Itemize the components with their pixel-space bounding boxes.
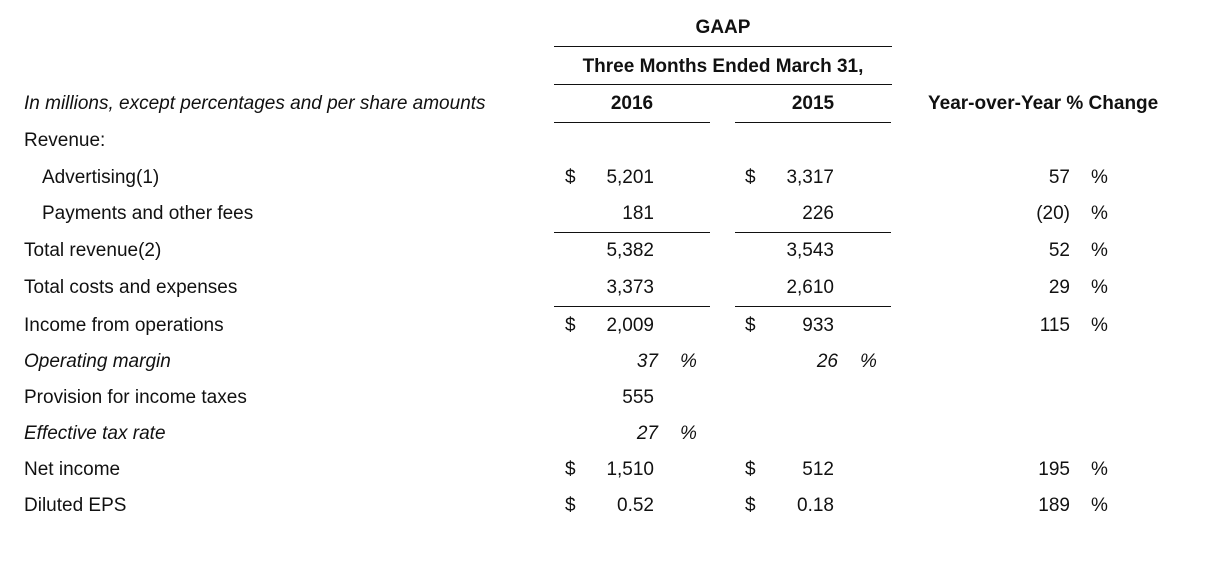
yoy-percent-sign: % bbox=[1091, 277, 1108, 298]
row-label-income-from-operations: Income from operations bbox=[24, 315, 224, 336]
row-label-diluted-eps: Diluted EPS bbox=[24, 495, 127, 516]
row-label-payments: Payments and other fees bbox=[42, 203, 254, 224]
currency-symbol: $ bbox=[745, 459, 756, 480]
yoy-change: 29 bbox=[1048, 277, 1070, 298]
value-2016: 5,382 bbox=[606, 240, 654, 261]
row-label-provision-taxes: Provision for income taxes bbox=[24, 387, 247, 408]
gaap-heading: GAAP bbox=[695, 17, 751, 38]
yoy-percent-sign: % bbox=[1091, 240, 1108, 261]
yoy-change: 115 bbox=[1039, 315, 1070, 336]
subtotal-rule-2016 bbox=[554, 306, 710, 307]
value-2015: 226 bbox=[802, 203, 834, 224]
subtotal-rule-2015 bbox=[735, 306, 891, 307]
period-heading: Three Months Ended March 31, bbox=[582, 56, 864, 77]
value-2016: 1,510 bbox=[606, 459, 654, 480]
yoy-percent-sign: % bbox=[1091, 459, 1108, 480]
yoy-percent-sign: % bbox=[1091, 315, 1108, 336]
yoy-percent-sign: % bbox=[1091, 495, 1108, 516]
row-label-total-costs: Total costs and expenses bbox=[24, 277, 238, 298]
yoy-percent-sign: % bbox=[1091, 203, 1108, 224]
value-2015: 933 bbox=[802, 315, 834, 336]
period-rule bbox=[554, 84, 892, 85]
value-2016: 37 bbox=[636, 351, 658, 372]
row-label-operating-margin: Operating margin bbox=[24, 351, 171, 372]
yoy-percent-sign: % bbox=[1091, 167, 1108, 188]
yoy-change: 57 bbox=[1048, 167, 1070, 188]
column-2015-rule bbox=[735, 122, 891, 123]
value-2016: 5,201 bbox=[606, 167, 654, 188]
value-2016: 555 bbox=[622, 387, 654, 408]
currency-symbol: $ bbox=[565, 167, 576, 188]
row-label-total-revenue: Total revenue(2) bbox=[24, 240, 162, 261]
row-label-revenue: Revenue: bbox=[24, 130, 106, 151]
value-2015: 2,610 bbox=[786, 277, 834, 298]
subtotal-rule-2015 bbox=[735, 232, 891, 233]
currency-symbol: $ bbox=[565, 315, 576, 336]
currency-symbol: $ bbox=[745, 495, 756, 516]
yoy-change: (20) bbox=[1036, 203, 1070, 224]
column-header-2016: 2016 bbox=[610, 93, 654, 114]
currency-symbol: $ bbox=[745, 315, 756, 336]
currency-symbol: $ bbox=[565, 459, 576, 480]
percent-sign-2016: % bbox=[680, 351, 697, 372]
value-2015: 512 bbox=[802, 459, 834, 480]
value-2016: 27 bbox=[636, 423, 658, 444]
column-header-change: Year-over-Year % Change bbox=[928, 93, 1159, 114]
currency-symbol: $ bbox=[565, 495, 576, 516]
row-label-effective-tax-rate: Effective tax rate bbox=[24, 423, 166, 444]
column-header-2015: 2015 bbox=[791, 93, 835, 114]
yoy-change: 195 bbox=[1038, 459, 1070, 480]
value-2015: 26 bbox=[816, 351, 838, 372]
yoy-change: 52 bbox=[1048, 240, 1070, 261]
value-2015: 3,317 bbox=[786, 167, 834, 188]
subtotal-rule-2016 bbox=[554, 232, 710, 233]
yoy-change: 189 bbox=[1038, 495, 1070, 516]
row-label-net-income: Net income bbox=[24, 459, 121, 480]
value-2016: 181 bbox=[622, 203, 654, 224]
units-note: In millions, except percentages and per share amounts bbox=[24, 93, 486, 114]
currency-symbol: $ bbox=[745, 167, 756, 188]
value-2016: 2,009 bbox=[606, 315, 654, 336]
gaap-rule bbox=[554, 46, 892, 47]
value-2015: 0.18 bbox=[797, 495, 834, 516]
row-label-advertising: Advertising(1) bbox=[42, 167, 160, 188]
column-2016-rule bbox=[554, 122, 710, 123]
value-2016: 3,373 bbox=[606, 277, 654, 298]
value-2015: 3,543 bbox=[786, 240, 834, 261]
percent-sign-2016: % bbox=[680, 423, 697, 444]
value-2016: 0.52 bbox=[617, 495, 654, 516]
percent-sign-2015: % bbox=[860, 351, 877, 372]
